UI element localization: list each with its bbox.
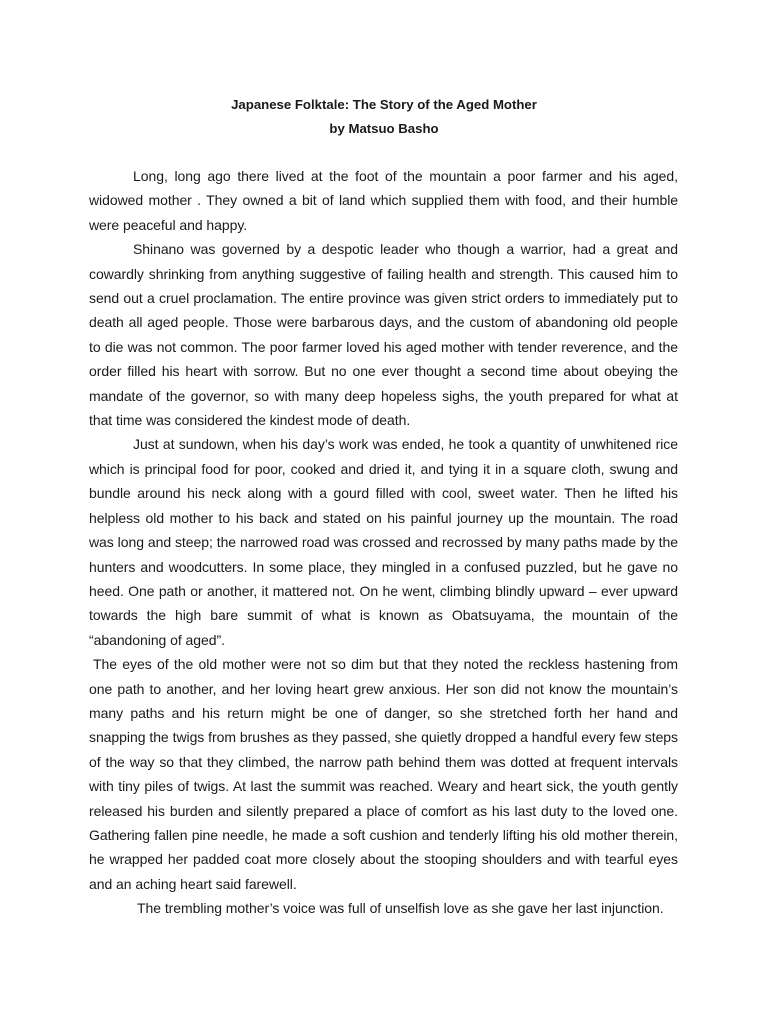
title-block (0, 93, 768, 141)
paragraph-4: The eyes of the old mother were not so dim but that they noted the reckless hastening from one path to another, and her loving heart grew anxious. Her son did not know the mountain’s many paths and his return might be one of danger, so she stretched forth her hand and snapping the twigs from brushes as they passed, she quietly dropped a handful every few steps of the way so that they climbed, the narrow path behind them was dotted at frequent intervals with tiny piles of twigs. At last the summit was reached. Weary and heart sick, the youth gently released his burden and silently prepared a place of comfort as his last duty to the loved one. Gathering fallen pine needle, he made a soft cushion and tenderly lifting his old mother therein, he wrapped her padded coat more closely about the stooping shoulders and with tearful eyes and an aching heart said farewell. (89, 656, 678, 892)
paragraph-2: Shinano was governed by a despotic leader who though a warrior, had a great and cowardly shrinking from anything suggestive of failing health and strength. This caused him to send out a cruel proclamation. The entire province was given strict orders to immediately put to death all aged people. Those were barbarous days, and the custom of abandoning old people to die was not common. The poor farmer loved his aged mother with tender reverence, and the order filled his heart with sorrow. But no one ever thought a second time about obeying the mandate of the governor, so with many deep hopeless sighs, the youth prepared for what at that time was considered the kindest mode of death. (89, 241, 678, 429)
paragraph-1: Long, long ago there lived at the foot of the mountain a poor farmer and his aged, widowed mother . They owned a bit of land which supplied them with food, and their humble were peaceful and happy. (89, 168, 678, 233)
paragraph-5: The trembling mother’s voice was full of unselfish love as she gave her last injunction. (137, 900, 664, 917)
document-author: by Matsuo Basho (329, 121, 439, 136)
paragraph-3: Just at sundown, when his day’s work was ended, he took a quantity of unwhitened rice which is principal food for poor, cooked and dried it, and tying it in a square cloth, swung and bundle around his neck along with a gourd filled with cool, sweet water. Then he lifted his helpless old mother to his back and stated on his painful journey up the mountain. The road was long and steep; the narrowed road was crossed and recrossed by many paths made by the hunters and woodcutters. In some place, they mingled in a confused puzzled, but he gave no heed. One path or another, it mattered not. On he went, climbing blindly upward – ever upward towards the high bare summit of what is known as Obatsuyama, the mountain of the “abandoning of aged”. (89, 436, 678, 648)
document-title: Japanese Folktale: The Story of the Aged Mother (231, 97, 537, 112)
document-body (89, 164, 678, 921)
